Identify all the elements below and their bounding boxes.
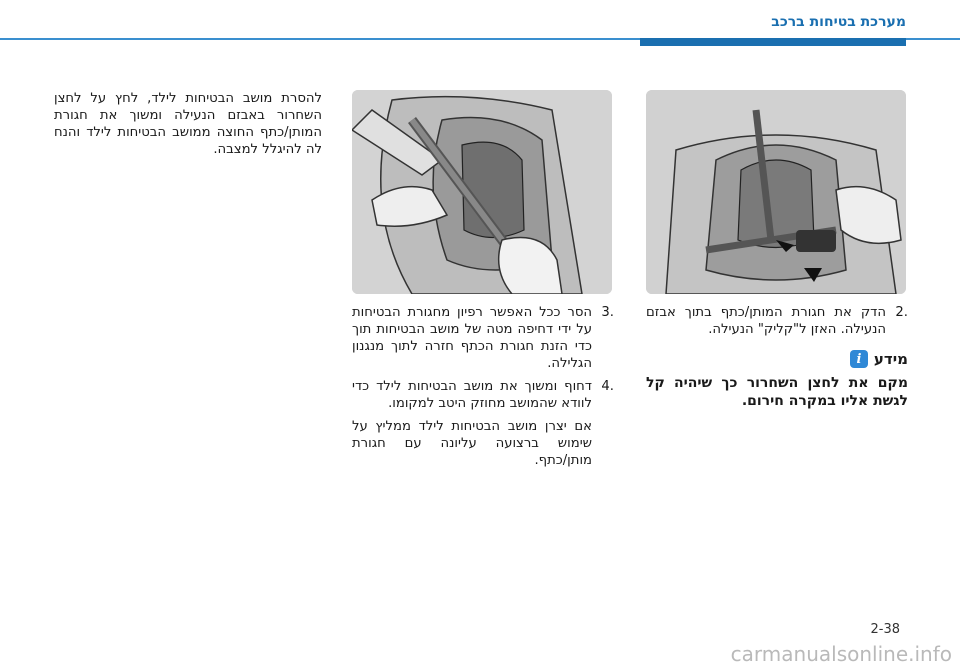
step-note — [352, 418, 614, 469]
step-text: דחוף ומשוך את מושב הבטיחות לילד כדי לוודא שהמושב מחוזק היטב למקומו. — [352, 379, 592, 411]
child-seat-removal-illustration — [352, 90, 612, 294]
step-text: אם יצרן מושב הבטיחות לילד ממליץ על שימוש ברצועה עליונה עם חגורת מותן/כתף. — [352, 419, 592, 468]
info-heading — [646, 350, 908, 368]
watermark: carmanualsonline.info — [730, 642, 952, 666]
info-icon: i — [850, 350, 868, 368]
step-3 — [352, 304, 614, 372]
left-column-text: להסרת מושב הבטיחות לילד, לחץ על לחצן השחרור באבזם הנעילה ומשוך את חגורת המותן/כתף החוצה ממושב הבטיחות לילד והנח לה להיגלל למצבה. — [54, 91, 322, 157]
header-accent-bar — [640, 38, 906, 46]
step-number: 3. — [601, 305, 614, 320]
step-number: 4. — [601, 379, 614, 394]
step-number: 2. — [895, 305, 908, 320]
step-4 — [352, 378, 614, 412]
child-seat-buckle-illustration — [646, 90, 906, 294]
steps-column-middle — [352, 304, 614, 475]
steps-column-right — [646, 304, 908, 410]
section-title: מערכת בטיחות ברכב — [771, 14, 906, 30]
page-number: 2-38 — [870, 622, 900, 637]
info-text: מקם את לחצן השחרור כך שיהיה קל לגשת אליו במקרה חירום. — [646, 375, 908, 409]
info-title-text: מידע — [873, 349, 908, 368]
step-text: הדק את חגורת המותן/כתף בתוך אבזם הנעילה. האזן ל"קליק" הנעילה. — [646, 305, 886, 337]
step-text: הסר ככל האפשר רפיון מחגורת הבטיחות על ידי דחיפה מטה של מושב הבטיחות תוך כדי הזנת חגורת הכתף חזרה לתוך מנגנון הגלילה. — [352, 305, 592, 371]
step-2 — [646, 304, 908, 338]
